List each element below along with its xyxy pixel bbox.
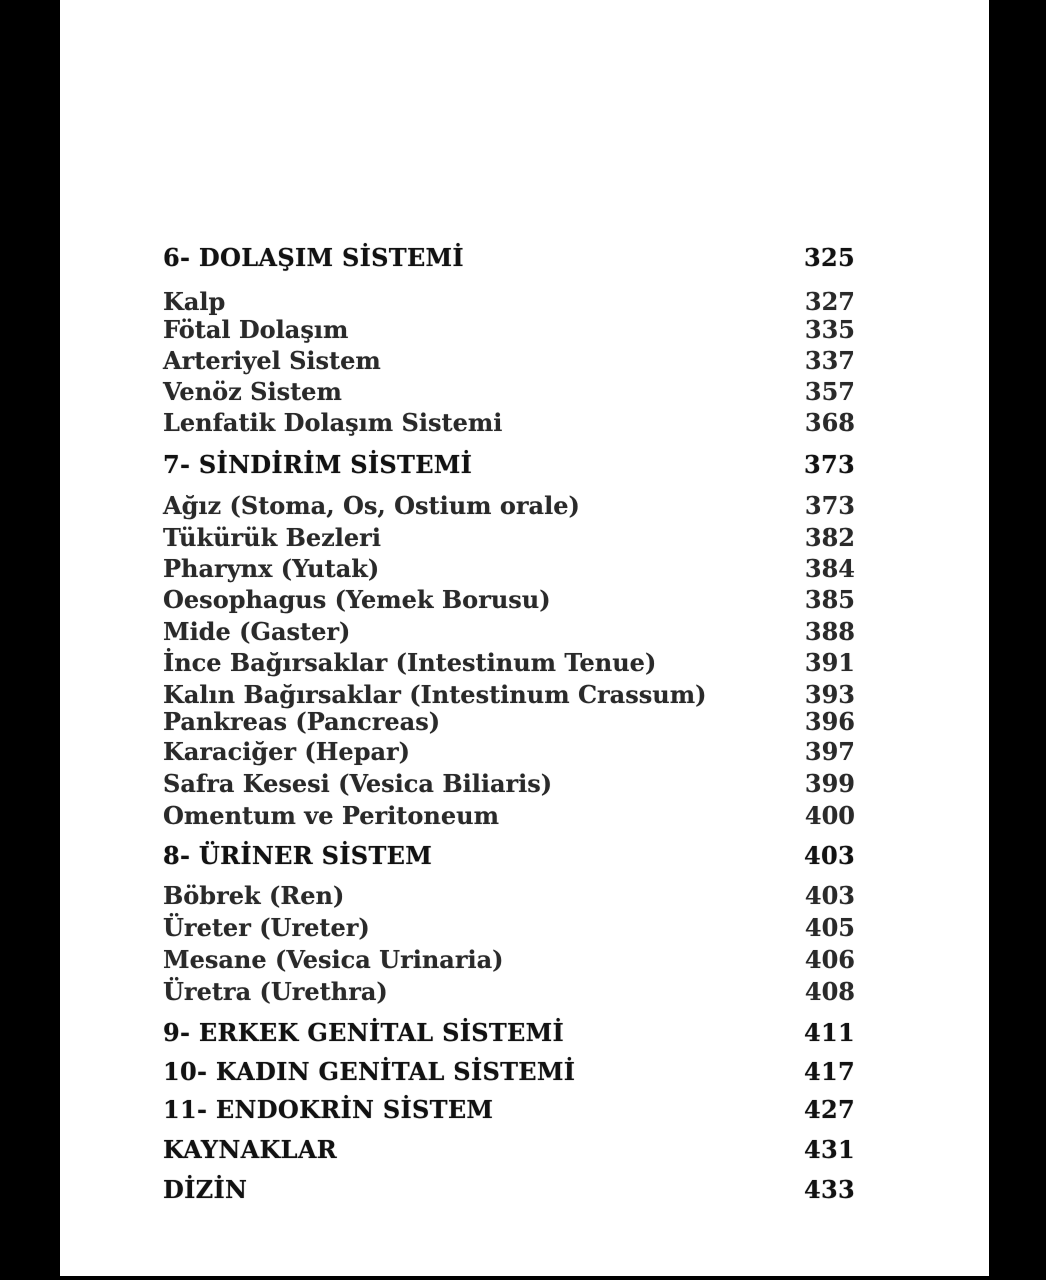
toc-page-number: 427 (804, 1095, 855, 1124)
toc-page-number: 433 (804, 1175, 855, 1204)
toc-page-number: 373 (804, 491, 855, 520)
toc-entry-label: Safra Kesesi (Vesica Biliaris) (163, 769, 553, 798)
toc-page-number: 393 (804, 680, 855, 709)
toc-entry-label: Venöz Sistem (163, 377, 342, 406)
toc-entry-label: İnce Bağırsaklar (Intestinum Tenue) (163, 648, 657, 677)
toc-entry-label: Böbrek (Ren) (163, 881, 345, 910)
toc-page-number: 397 (804, 737, 855, 766)
toc-entry-row (163, 946, 855, 974)
toc-page-number: 406 (804, 945, 855, 974)
toc-entry-row (163, 288, 855, 316)
toc-entry-row (163, 681, 855, 709)
toc-entry-row (163, 618, 855, 646)
toc-page-number: 373 (804, 450, 855, 479)
toc-entry-row (163, 586, 855, 614)
toc-page-number: 417 (804, 1057, 855, 1086)
toc-chapter-row (163, 1096, 855, 1124)
toc-entry-label: Arteriyel Sistem (163, 346, 381, 375)
toc-page-number: 408 (804, 977, 855, 1006)
toc-page-number: 400 (804, 801, 855, 830)
toc-entry-label: Oesophagus (Yemek Borusu) (163, 585, 551, 614)
toc-page-number: 411 (804, 1018, 855, 1047)
toc-page-number: 327 (804, 287, 855, 316)
toc-entry-row (163, 409, 855, 437)
toc-entry-row (163, 347, 855, 375)
toc-entry-label: Pankreas (Pancreas) (163, 707, 441, 736)
toc-entry-row (163, 316, 855, 344)
toc-entry-row (163, 524, 855, 552)
toc-page-number: 382 (804, 523, 855, 552)
toc-entry-label: Kalın Bağırsaklar (Intestinum Crassum) (163, 680, 707, 709)
toc-entry-label: Omentum ve Peritoneum (163, 801, 499, 830)
scan-border-right (989, 0, 1046, 1280)
toc-page-number: 325 (804, 243, 855, 272)
toc-page-number: 368 (804, 408, 855, 437)
toc-entry-label: Karaciğer (Hepar) (163, 737, 411, 766)
toc-entry-label: Pharynx (Yutak) (163, 554, 380, 583)
toc-entry-row (163, 708, 855, 736)
toc-chapter-label: 10- KADIN GENİTAL SİSTEMİ (163, 1057, 576, 1086)
toc-page-number: 335 (804, 315, 855, 344)
toc-chapter-label: 6- DOLAŞIM SİSTEMİ (163, 243, 464, 272)
toc-entry-row (163, 649, 855, 677)
toc-page-number: 384 (804, 554, 855, 583)
toc-chapter-label: 9- ERKEK GENİTAL SİSTEMİ (163, 1018, 565, 1047)
toc-page-number: 396 (804, 707, 855, 736)
toc-entry-row (163, 914, 855, 942)
toc-page-number: 403 (804, 881, 855, 910)
toc-chapter-label: DİZİN (163, 1175, 248, 1204)
toc-chapter-label: 8- ÜRİNER SİSTEM (163, 841, 433, 870)
toc-chapter-label: 11- ENDOKRİN SİSTEM (163, 1095, 494, 1124)
toc-entry-label: Üreter (Ureter) (163, 913, 370, 942)
toc-entry-row (163, 378, 855, 406)
toc-entry-row (163, 770, 855, 798)
toc-page-number: 337 (804, 346, 855, 375)
toc-entry-label: Kalp (163, 287, 226, 316)
toc-entry-row (163, 492, 855, 520)
toc-page-number: 403 (804, 841, 855, 870)
toc-entry-row (163, 738, 855, 766)
toc-page-number: 385 (804, 585, 855, 614)
toc-entry-row (163, 882, 855, 910)
toc-entry-row (163, 555, 855, 583)
toc-page-number: 405 (804, 913, 855, 942)
toc-chapter-row (163, 244, 855, 272)
toc-entry-row (163, 802, 855, 830)
toc-chapter-row (163, 1019, 855, 1047)
toc-chapter-row (163, 1176, 855, 1204)
toc-content (163, 0, 855, 1280)
toc-page-number: 391 (804, 648, 855, 677)
toc-entry-label: Mide (Gaster) (163, 617, 351, 646)
toc-chapter-row (163, 842, 855, 870)
toc-chapter-label: 7- SİNDİRİM SİSTEMİ (163, 450, 473, 479)
toc-chapter-row (163, 1058, 855, 1086)
toc-chapter-row (163, 451, 855, 479)
toc-page-number: 399 (804, 769, 855, 798)
toc-entry-label: Mesane (Vesica Urinaria) (163, 945, 504, 974)
toc-entry-row (163, 978, 855, 1006)
toc-page-number: 388 (804, 617, 855, 646)
toc-entry-label: Lenfatik Dolaşım Sistemi (163, 408, 503, 437)
toc-chapter-row (163, 1136, 855, 1164)
toc-entry-label: Fötal Dolaşım (163, 315, 349, 344)
toc-entry-label: Üretra (Urethra) (163, 977, 388, 1006)
toc-entry-label: Ağız (Stoma, Os, Ostium orale) (163, 491, 580, 520)
scan-border-left (0, 0, 60, 1280)
toc-page-number: 431 (804, 1135, 855, 1164)
toc-chapter-label: KAYNAKLAR (163, 1135, 338, 1164)
toc-entry-label: Tükürük Bezleri (163, 523, 381, 552)
toc-page-number: 357 (804, 377, 855, 406)
